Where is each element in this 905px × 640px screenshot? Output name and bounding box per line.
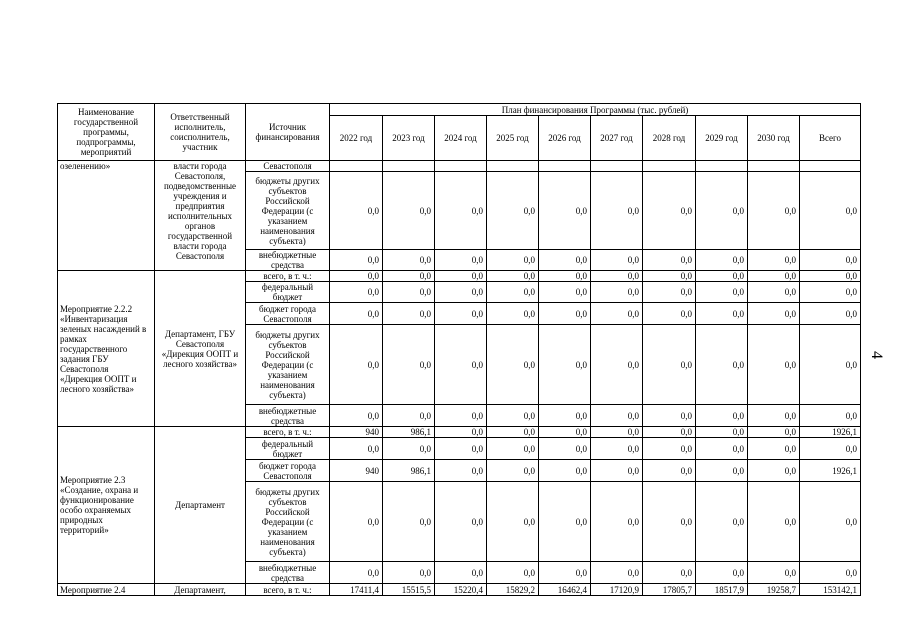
year-value: 0,0	[748, 482, 800, 562]
measure-name: Мероприятие 2.4	[58, 584, 155, 596]
year-value: 0,0	[643, 427, 696, 438]
funding-source: всего, в т. ч.:	[246, 271, 330, 282]
year-value: 0,0	[591, 405, 643, 427]
year-value: 0,0	[330, 405, 383, 427]
year-value: 0,0	[748, 303, 800, 325]
funding-source: внебюджетные средства	[246, 250, 330, 271]
funding-source: всего, в т. ч.:	[246, 584, 330, 596]
funding-source: Севастополя	[246, 161, 330, 172]
year-value: 0,0	[591, 562, 643, 584]
year-value: 0,0	[383, 250, 435, 271]
year-value: 0,0	[539, 438, 591, 460]
year-value: 0,0	[383, 282, 435, 303]
year-value: 0,0	[435, 325, 487, 405]
year-value: 0,0	[435, 250, 487, 271]
year-value: 0,0	[435, 282, 487, 303]
total-value: 0,0	[800, 562, 861, 584]
funding-source: внебюджетные средства	[246, 562, 330, 584]
total-value: 1926,1	[800, 460, 861, 482]
total-value: 0,0	[800, 405, 861, 427]
year-value: 0,0	[591, 271, 643, 282]
funding-source: бюджеты других субъектов Российской Федерации (с указанием наименования субъекта)	[246, 172, 330, 250]
year-value: 0,0	[487, 482, 539, 562]
total-value: 0,0	[800, 438, 861, 460]
year-value: 0,0	[696, 460, 748, 482]
year-value: 0,0	[748, 172, 800, 250]
year-value: 0,0	[591, 303, 643, 325]
year-value: 0,0	[748, 325, 800, 405]
year-value: 0,0	[539, 460, 591, 482]
table-row	[58, 427, 861, 438]
year-value: 0,0	[643, 271, 696, 282]
year-value: 0,0	[591, 172, 643, 250]
year-value: 0,0	[383, 562, 435, 584]
year-value: 0,0	[643, 250, 696, 271]
year-value: 18517,9	[696, 584, 748, 596]
year-value: 940	[330, 460, 383, 482]
header-year: 2023 год	[383, 116, 435, 161]
year-value: 0,0	[643, 438, 696, 460]
funding-source: федеральный бюджет	[246, 282, 330, 303]
year-value: 0,0	[748, 562, 800, 584]
year-value: 15220,4	[435, 584, 487, 596]
year-value: 0,0	[748, 460, 800, 482]
year-value: 0,0	[748, 427, 800, 438]
year-value: 0,0	[330, 482, 383, 562]
year-value: 15515,5	[383, 584, 435, 596]
total-value: 0,0	[800, 325, 861, 405]
funding-source: федеральный бюджет	[246, 438, 330, 460]
funding-source: бюджет города Севастополя	[246, 460, 330, 482]
year-value	[435, 161, 487, 172]
year-value: 0,0	[696, 482, 748, 562]
year-value: 0,0	[383, 303, 435, 325]
year-value: 986,1	[383, 460, 435, 482]
year-value: 0,0	[643, 282, 696, 303]
header-plan-title: План финансирования Программы (тыс. рублей)	[330, 104, 861, 116]
year-value	[487, 161, 539, 172]
year-value: 16462,4	[539, 584, 591, 596]
year-value: 0,0	[383, 325, 435, 405]
year-value: 0,0	[330, 325, 383, 405]
year-value: 0,0	[591, 282, 643, 303]
year-value: 0,0	[539, 282, 591, 303]
year-value: 0,0	[330, 250, 383, 271]
year-value: 0,0	[643, 562, 696, 584]
measure-name: Мероприятие 2.2.2 «Инвентаризация зеленых насаждений в рамках государственного задания ГБУ Севастополя «Дирекция ООПТ и лесного хозяйства»	[58, 271, 155, 427]
year-value: 0,0	[383, 438, 435, 460]
year-value	[748, 161, 800, 172]
table-body	[58, 161, 861, 596]
year-value: 0,0	[330, 172, 383, 250]
year-value: 17805,7	[643, 584, 696, 596]
header-source: Источник финансирования	[246, 104, 330, 161]
year-value: 0,0	[696, 271, 748, 282]
table-row	[58, 271, 861, 282]
year-value	[539, 161, 591, 172]
year-value: 0,0	[643, 482, 696, 562]
header-year: 2026 год	[539, 116, 591, 161]
year-value	[330, 161, 383, 172]
total-value: 153142,1	[800, 584, 861, 596]
header-year: 2024 год	[435, 116, 487, 161]
total-value: 0,0	[800, 482, 861, 562]
year-value: 0,0	[539, 250, 591, 271]
year-value: 17411,4	[330, 584, 383, 596]
header-responsible: Ответственный исполнитель, соисполнитель, участник	[155, 104, 246, 161]
year-value: 986,1	[383, 427, 435, 438]
year-value: 0,0	[539, 271, 591, 282]
year-value: 0,0	[383, 172, 435, 250]
year-value: 0,0	[748, 438, 800, 460]
year-value: 0,0	[487, 438, 539, 460]
year-value: 0,0	[435, 460, 487, 482]
total-value: 0,0	[800, 303, 861, 325]
header-year: 2022 год	[330, 116, 383, 161]
header-year: 2029 год	[696, 116, 748, 161]
total-value: 1926,1	[800, 427, 861, 438]
year-value: 0,0	[696, 325, 748, 405]
year-value: 0,0	[539, 405, 591, 427]
year-value: 0,0	[539, 325, 591, 405]
year-value: 0,0	[696, 562, 748, 584]
year-value: 0,0	[330, 562, 383, 584]
year-value: 0,0	[383, 482, 435, 562]
header-year: 2025 год	[487, 116, 539, 161]
financing-table	[57, 103, 861, 596]
total-value	[800, 161, 861, 172]
header-year: 2028 год	[643, 116, 696, 161]
total-value: 0,0	[800, 250, 861, 271]
year-value: 0,0	[748, 405, 800, 427]
year-value: 0,0	[487, 427, 539, 438]
year-value: 0,0	[696, 438, 748, 460]
funding-source: всего, в т. ч.:	[246, 427, 330, 438]
year-value: 0,0	[643, 325, 696, 405]
year-value	[696, 161, 748, 172]
table-row	[58, 584, 861, 596]
responsible-executor: Департамент,	[155, 584, 246, 596]
funding-source: внебюджетные средства	[246, 405, 330, 427]
year-value: 0,0	[539, 427, 591, 438]
header-year: 2030 год	[748, 116, 800, 161]
year-value: 0,0	[539, 303, 591, 325]
year-value: 0,0	[435, 303, 487, 325]
header-total: Всего	[800, 116, 861, 161]
year-value: 0,0	[487, 460, 539, 482]
measure-name: озеленению»	[58, 161, 155, 271]
year-value: 0,0	[435, 562, 487, 584]
year-value: 0,0	[696, 405, 748, 427]
year-value: 0,0	[591, 325, 643, 405]
year-value: 0,0	[643, 172, 696, 250]
year-value: 0,0	[330, 438, 383, 460]
year-value: 0,0	[487, 303, 539, 325]
funding-source: бюджеты других субъектов Российской Федерации (с указанием наименования субъекта)	[246, 482, 330, 562]
responsible-executor: Департамент, ГБУ Севастополя «Дирекция ООПТ и лесного хозяйства»	[155, 271, 246, 427]
year-value: 0,0	[383, 405, 435, 427]
page-number: 4	[868, 351, 885, 359]
year-value: 0,0	[643, 460, 696, 482]
year-value: 0,0	[539, 172, 591, 250]
table-row	[58, 161, 861, 172]
year-value: 0,0	[591, 438, 643, 460]
year-value	[383, 161, 435, 172]
year-value: 0,0	[696, 282, 748, 303]
year-value: 0,0	[591, 482, 643, 562]
year-value: 17120,9	[591, 584, 643, 596]
year-value: 0,0	[696, 250, 748, 271]
year-value: 0,0	[591, 250, 643, 271]
year-value: 0,0	[435, 172, 487, 250]
year-value: 0,0	[487, 282, 539, 303]
year-value: 0,0	[539, 482, 591, 562]
year-value	[643, 161, 696, 172]
year-value: 0,0	[487, 405, 539, 427]
year-value: 0,0	[487, 562, 539, 584]
year-value: 0,0	[643, 405, 696, 427]
year-value: 0,0	[748, 282, 800, 303]
measure-name: Мероприятие 2.3 «Создание, охрана и функционирование особо охраняемых природных территорий»	[58, 427, 155, 584]
total-value: 0,0	[800, 271, 861, 282]
year-value	[591, 161, 643, 172]
year-value: 15829,2	[487, 584, 539, 596]
year-value: 0,0	[539, 562, 591, 584]
year-value: 0,0	[435, 482, 487, 562]
year-value: 0,0	[435, 427, 487, 438]
year-value: 0,0	[696, 303, 748, 325]
total-value: 0,0	[800, 282, 861, 303]
year-value: 0,0	[435, 405, 487, 427]
header-year: 2027 год	[591, 116, 643, 161]
year-value: 0,0	[748, 271, 800, 282]
year-value: 19258,7	[748, 584, 800, 596]
responsible-executor: власти города Севастополя, подведомственные учреждения и предприятия исполнительных органов государственной власти города Севастополя	[155, 161, 246, 271]
year-value: 0,0	[330, 282, 383, 303]
responsible-executor: Департамент	[155, 427, 246, 584]
header-name: Наименование государственной программы, подпрограммы, мероприятий	[58, 104, 155, 161]
year-value: 940	[330, 427, 383, 438]
year-value: 0,0	[643, 303, 696, 325]
year-value: 0,0	[487, 250, 539, 271]
total-value: 0,0	[800, 172, 861, 250]
year-value: 0,0	[487, 325, 539, 405]
year-value: 0,0	[435, 438, 487, 460]
year-value: 0,0	[591, 460, 643, 482]
year-value: 0,0	[330, 303, 383, 325]
year-value: 0,0	[696, 427, 748, 438]
funding-source: бюджет города Севастополя	[246, 303, 330, 325]
year-value: 0,0	[591, 427, 643, 438]
funding-source: бюджеты других субъектов Российской Федерации (с указанием наименования субъекта)	[246, 325, 330, 405]
year-value: 0,0	[487, 271, 539, 282]
year-value: 0,0	[435, 271, 487, 282]
year-value: 0,0	[383, 271, 435, 282]
year-value: 0,0	[487, 172, 539, 250]
year-value: 0,0	[696, 172, 748, 250]
year-value: 0,0	[330, 271, 383, 282]
year-value: 0,0	[748, 250, 800, 271]
